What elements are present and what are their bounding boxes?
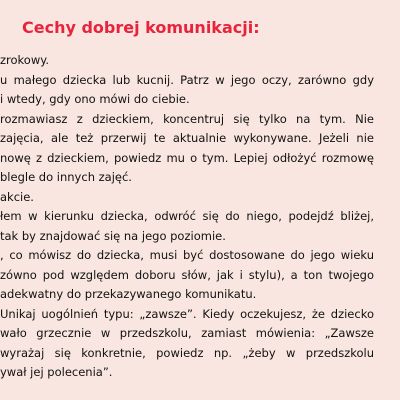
text-line: adekwatny do przekazywanego komunikatu. xyxy=(0,287,257,301)
text-line: u małego dziecka lub kucnij. Patrz w jego oczy, zarówno gdy xyxy=(0,72,374,87)
text-line: nowę z dzieckiem, powiedz mu o tym. Lepiej odłożyć rozmowę xyxy=(0,150,374,165)
text-line: wało grzecznie w przedszkolu, zamiast mówienia: „Zawsze xyxy=(0,326,374,340)
page-title: Cechy dobrej komunikacji: xyxy=(22,18,260,37)
text-line: blegle do innych zajęć. xyxy=(0,170,132,184)
text-line: zrokowy. xyxy=(0,53,50,67)
text-line: Unikaj uogólnień typu: „zawsze”. Kiedy oczekujesz, że dziecko xyxy=(0,306,374,321)
text-line: i wtedy, gdy ono mówi do ciebie. xyxy=(0,92,190,106)
text-line: łem w kierunku dziecka, odwróć się do niego, podejdź bliżej, xyxy=(0,209,374,223)
text-line: rozmawiasz z dzieckiem, koncentruj się tylko na tym. Nie xyxy=(0,111,374,126)
text-line: ywał jej polecenia”. xyxy=(0,365,113,379)
text-line: zówno pod względem doboru słów, jak i stylu), a ton twojego xyxy=(0,267,374,282)
body-text xyxy=(0,51,400,383)
text-line: zajęcia, ale też przerwij te aktualnie wykonywane. Jeżeli nie xyxy=(0,131,374,145)
text-line: wyrażaj się konkretnie, powiedz np. „żeby w przedszkolu xyxy=(0,345,374,360)
text-line: tak by znajdować się na jego poziomie. xyxy=(0,228,226,243)
text-line: akcie. xyxy=(0,189,34,204)
text-line: , co mówisz do dziecka, musi być dostosowane do jego wieku xyxy=(0,248,374,262)
